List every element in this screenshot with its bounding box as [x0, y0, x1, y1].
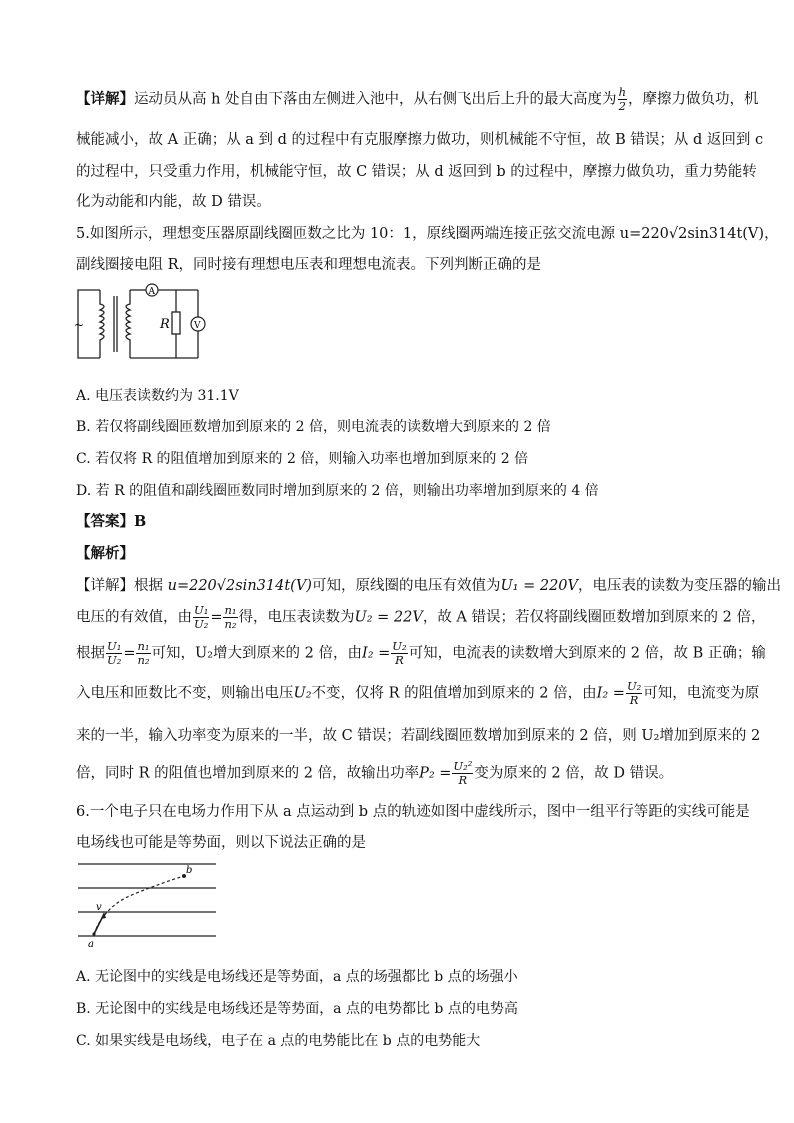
q5-option-d: D. 若 R 的阻值和副线圈匝数同时增加到原来的 2 倍，则输出功率增加到原来的 4 倍 [76, 483, 599, 499]
trajectory-dashed-line [94, 876, 184, 934]
q5-detail-line-3: 根据 $\frac{\text{U₁}}{\text{U₂}}$ = $\frac{\text{n₁}}{\text{n₂}}$ 可知，U₂增大到原来的 2 倍，由I₂ = $\frac{\text{U₂}}{R}$ 可知，电流表的读数增大到原来的 2 倍，故 B 正确；输 [76, 639, 766, 667]
label-v: v [96, 902, 102, 913]
detail-text: 变为原来的 2 倍，故 D 错误。 [474, 765, 674, 782]
q4-text: 运动员从高 h 处自由下落由左侧进入池中，从右侧飞出后上升的最大高度为 [134, 91, 617, 108]
q5-detail-line-6 [76, 760, 673, 787]
fraction-n1-n2 [136, 640, 150, 667]
q4-text: ，摩擦力做负功，机 [627, 91, 759, 108]
q5-stem-line-2: 副线圈接电阻 R，同时接有理想电压表和理想电流表。下列判断正确的是 [76, 257, 542, 273]
label-a: a [88, 939, 94, 950]
q5-stem-text: sin314t(V)， [687, 226, 779, 242]
q5-stem-text: 5.如图所示，理想变压器原副线圈匝数之比为 10：1，原线圈两端连接正弦交流电源 u=220 [76, 226, 669, 242]
resistor [172, 312, 180, 334]
q4-detail-line-1 [76, 86, 758, 113]
primary-coil [100, 290, 104, 358]
math-expression: U₂ [293, 685, 312, 702]
detail-text: 可知，原线圈的电压有效值为 [311, 578, 501, 594]
frac-den: n₂ [224, 617, 237, 631]
label-b: b [186, 865, 193, 876]
q5-option-a: A. 电压表读数约为 31.1V [76, 388, 239, 404]
electron-trajectory-diagram [74, 858, 224, 950]
q5-detail-line-1 [76, 574, 781, 595]
detail-text: 可知，电流变为原 [643, 685, 760, 702]
detail-text: 不变，仅将 R 的阻值增加到原来的 2 倍，由 [311, 685, 597, 702]
q5-option-c: C. 若仅将 R 的阻值增加到原来的 2 倍，则输入功率也增加到原来的 2 倍 [76, 451, 529, 467]
frac-num: U₂² [453, 759, 473, 773]
q6-option-b: B. 无论图中的实线是电场线还是等势面，a 点的电势都比 b 点的电势高 [76, 1001, 518, 1017]
frac-num: U₂ [392, 639, 407, 653]
detail-text: 电压的有效值，由 [76, 609, 192, 626]
detail-text: 入电压和匝数比不变，则输出电压 [76, 685, 294, 702]
q5-answer: 【答案】B [76, 513, 147, 530]
math-expression: I₂ = [361, 645, 391, 662]
q6-stem-line-1: 6.一个电子只在电场力作用下从 a 点运动到 b 点的轨迹如图中虚线所示，图中一组平行等距的实线可能是 [76, 804, 750, 820]
frac-num: U₁ [107, 639, 122, 653]
detail-text: 根据 [76, 645, 105, 662]
q6-option-a: A. 无论图中的实线是电场线还是等势面，a 点的场强都比 b 点的场强小 [76, 969, 518, 985]
frac-den: 2 [618, 99, 626, 113]
resistor-label: R [160, 317, 170, 332]
q4-detail-line-4: 化为动能和内能，故 D 错误。 [76, 194, 271, 210]
math-expression: P₂ = [419, 765, 452, 782]
voltmeter-label: V [194, 321, 201, 331]
fraction-u2-r [626, 680, 642, 707]
frac-den: R [629, 693, 639, 707]
frac-num: h [618, 85, 626, 99]
q4-detail-line-2: 械能减小，故 A 正确；从 a 到 d 的过程中有克服摩擦力做功，则机械能不守恒，故 B 错误；从 d 返回到 c [76, 132, 764, 148]
transformer-circuit-diagram [72, 282, 212, 368]
detail-text: 倍，同时 R 的阻值也增加到原来的 2 倍，故输出功率 [76, 765, 420, 782]
frac-num: U₁ [194, 603, 209, 617]
detail-text: 可知，电流表的读数增大到原来的 2 倍，故 B 正确；输 [408, 645, 766, 662]
math-expression: U₂ = 22V [354, 609, 423, 626]
detail-text: 【详解】根据 [76, 578, 168, 594]
sqrt-2: √2 [668, 226, 688, 242]
detail-lead: 【详解】 [76, 90, 134, 108]
q5-stem-line-1 [76, 222, 779, 243]
secondary-coil [126, 290, 130, 358]
frac-den: R [458, 773, 468, 787]
velocity-arrowhead [101, 912, 106, 919]
q4-detail-line-3: 的过程中，只受重力作用，机械能守恒，故 C 错误；从 d 返回到 b 的过程中，摩擦力做负功，重力势能转 [76, 164, 757, 180]
q5-option-b: B. 若仅将副线圈匝数增加到原来的 2 倍，则电流表的读数增大到原来的 2 倍 [76, 419, 551, 435]
ac-source-symbol: ~ [74, 318, 85, 332]
frac-num: U₂ [626, 679, 642, 693]
fraction-u2-r [391, 640, 407, 667]
fraction-n1-n2 [223, 604, 237, 631]
detail-text: ，故 A 错误；若仅将副线圈匝数增加到原来的 2 倍， [422, 609, 766, 626]
math-expression: I₂ = [596, 685, 625, 702]
q5-detail-line-4 [76, 680, 759, 707]
ammeter-label: A [148, 287, 155, 297]
frac-num: n₁ [137, 639, 150, 653]
detail-text: ，电压表的读数为变压器的输出 [578, 578, 782, 594]
fraction-u2sq-r [452, 760, 473, 787]
math-expression: U₁ = 220V [500, 578, 579, 594]
q6-stem-line-2: 电场线也可能是等势面，则以下说法正确的是 [76, 835, 366, 851]
frac-den: R [395, 653, 404, 667]
frac-den: U₂ [107, 653, 122, 667]
fraction-u1-u2 [193, 604, 209, 631]
q5-analysis-heading: 【解析】 [76, 545, 134, 562]
detail-text: 可知，U₂增大到原来的 2 倍，由 [151, 645, 362, 662]
q6-option-c: C. 如果实线是电场线，电子在 a 点的电势能比在 b 点的电势能大 [76, 1033, 481, 1049]
math-expression: u=220√2sin314t(V) [167, 578, 312, 594]
frac-num: n₁ [224, 603, 237, 617]
fraction-u1-u2 [106, 640, 122, 667]
frac-den: U₂ [194, 617, 209, 631]
q5-detail-line-5: 来的一半，输入功率变为原来的一半，故 C 错误；若副线圈匝数增加到原来的 2 倍，则 U₂增加到原来的 2 [76, 728, 761, 744]
fraction-h-over-2 [618, 86, 627, 113]
detail-text: 得，电压表读数为 [238, 609, 355, 626]
q5-detail-line-2: 电压的有效值，由 $\frac{\text{U₁}}{\text{U₂}}$ = $\frac{\text{n₁}}{\text{n₂}}$ 得，电压表读数为U₂ = 22V，故 A 错误；若仅将副线圈匝数增加到原来的 2 倍， [76, 603, 766, 631]
frac-den: n₂ [137, 653, 150, 667]
